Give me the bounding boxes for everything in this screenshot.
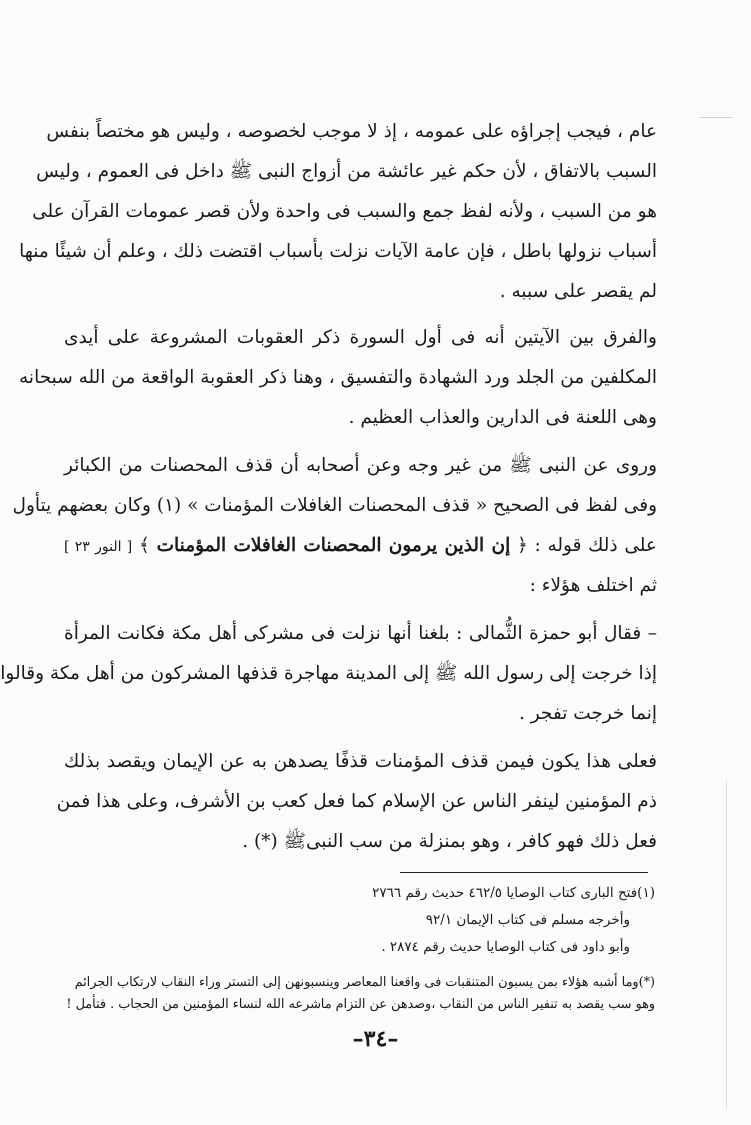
text-line: وهى اللعنة فى الدارين والعذاب العظيم . [348, 407, 657, 428]
verse-close: ﴾ [139, 535, 150, 556]
paragraph-5 [56, 742, 657, 862]
verse-reference: [ النور ٢٣ ] [64, 539, 133, 555]
footnote-divider [400, 872, 648, 873]
paragraph-2 [19, 318, 657, 438]
verse-line [64, 526, 657, 566]
footnote-1-cont: وأبو داود فى كتاب الوصايا حديث رقم ٢٨٧٤ . [381, 939, 630, 955]
text-line: عام ، فيجب إجراؤه على عمومه ، إذ لا موجب لخصوصه ، وليس هو مختصاً بنفس [46, 121, 657, 142]
paragraph-4 [0, 614, 657, 734]
text-line: ثم اختلف هؤلاء : [529, 575, 657, 596]
scan-mark-top [700, 117, 732, 118]
text-line: لم يقصر على سببه . [499, 281, 657, 302]
verse-intro: على ذلك قوله : ﴿ [516, 535, 657, 556]
text-line: وفى لفظ فى الصحيح « قذف المحصنات الغافلات المؤمنات » (١) وكان بعضهم يتأول [12, 495, 657, 516]
text-line: السبب بالاتفاق ، لأن حكم غير عائشة من أزواج النبى ﷺ داخل فى العموم ، وليس [36, 161, 657, 182]
scan-mark-right [726, 780, 727, 1110]
footnotes [64, 880, 655, 961]
text-line: إذا خرجت إلى رسول الله ﷺ إلى المدينة مهاجرة قذفها المشركون من أهل مكة وقالوا [0, 663, 657, 684]
text-line: هو من السبب ، ولأنه لفظ جمع والسبب فى واحدة ولأن قصر عمومات القرآن على [32, 201, 657, 222]
text-line: وروى عن النبى ﷺ من غير وجه وعن أصحابه أن قذف المحصنات من الكبائر [64, 455, 657, 476]
page-number: –٣٤– [352, 1026, 399, 1052]
paragraph-3 [12, 446, 657, 606]
footnote-1: (١)فتح البارى كتاب الوصايا ٤٦٢/٥ حديث رقم ٢٧٦٦ [372, 885, 655, 901]
paragraph-1 [19, 112, 657, 312]
footnote-1-cont: وأخرجه مسلم فى كتاب الإيمان ٩٢/١ [425, 912, 630, 928]
text-line: المكلفين من الجلد ورد الشهادة والتفسيق ، وهنا ذكر العقوبة الواقعة من الله سبحانه [19, 367, 657, 388]
text-line: فعلى هذا يكون فيمن قذف المؤمنات قذفًا يصدهن به عن الإيمان ويقصد بذلك [64, 751, 657, 772]
text-line: والفرق بين الآيتين أنه فى أول السورة ذكر العقوبات المشروعة على أيدى [64, 327, 657, 348]
star-footnote-line: وهو سب يقصد به تنفير الناس من النقاب ،وصدهن عن التزام ماشرعه الله لنساء المؤمنين من الحجاب . فتأمل ! [66, 997, 655, 1012]
text-line: إنما خرجت تفجر . [518, 703, 657, 724]
star-footnote-line: (*)وما أشبه هؤلاء بمن يسبون المتنقبات فى واقعنا المعاصر وينسبونهن إلى التستر وراء النقاب لارتكاب الجرائم [74, 975, 655, 990]
text-line: – فقال أبو حمزة الثُّمالى : بلغنا أنها نزلت فى مشركى أهل مكة فكانت المرأة [64, 623, 657, 644]
quran-verse: إن الذين يرمون المحصنات الغافلات المؤمنات [156, 535, 511, 556]
text-line: فعل ذلك فهو كافر ، وهو بمنزلة من سب النبىﷺ (*) . [242, 831, 657, 852]
star-footnote [64, 972, 655, 1016]
text-line: أسباب نزولها باطل ، فإن عامة الآيات نزلت بأسباب اقتضت ذلك ، وعلم أن شيئًا منها [19, 241, 657, 262]
text-line: ذم المؤمنين لينفر الناس عن الإسلام كما فعل كعب بن الأشرف، وعلى هذا فمن [56, 791, 657, 812]
